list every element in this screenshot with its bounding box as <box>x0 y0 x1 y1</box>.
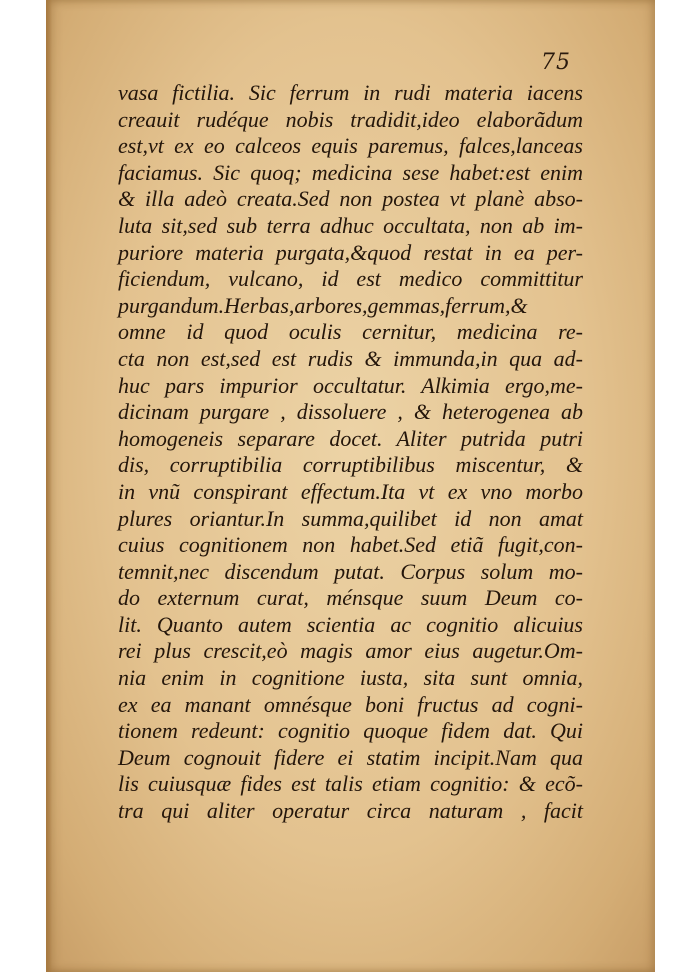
text-line: nia enim in cognitione iusta, sita sunt omnia, <box>118 665 583 691</box>
text-line: dicinam purgare , dissoluere , & heterogenea ab <box>118 399 583 425</box>
book-page <box>46 0 655 972</box>
body-text <box>118 80 583 825</box>
text-line: ficiendum, vulcano, id est medico committitur <box>118 266 583 292</box>
text-line: omne id quod oculis cernitur, medicina re- <box>118 319 583 345</box>
text-line: est,vt ex eo calceos equis paremus, falces,lanceas <box>118 133 583 159</box>
text-line: lis cuiusquæ fides est talis etiam cognitio: & ecõ- <box>118 771 583 797</box>
text-line: in vnũ conspirant effectum.Ita vt ex vno morbo <box>118 478 583 504</box>
text-line: tra qui aliter operatur circa naturam , facit <box>118 798 583 824</box>
text-line: homogeneis separare docet. Aliter putrida putri <box>118 425 583 451</box>
text-line: temnit,nec discendum putat. Corpus solum mo- <box>118 558 583 584</box>
text-line: puriore materia purgata,&quod restat in ea per- <box>118 239 583 265</box>
text-line: huc pars impurior occultatur. Alkimia ergo,me- <box>118 372 583 398</box>
text-line: & illa adeò creata.Sed non postea vt planè abso- <box>118 186 583 212</box>
text-line: do externum curat, ménsque suum Deum co- <box>118 585 583 611</box>
text-line: ex ea manant omnésque boni fructus ad cogni- <box>118 691 583 717</box>
text-line: Deum cognouit fidere ei statim incipit.Nam qua <box>118 744 583 770</box>
text-line: purgandum.Herbas,arbores,gemmas,ferrum,& <box>118 292 528 318</box>
text-line: dis, corruptibilia corruptibilibus miscentur, & <box>118 452 583 478</box>
text-line: creauit rudéque nobis tradidit,ideo elaborãdum <box>118 106 583 132</box>
text-line: faciamus. Sic quoq; medicina sese habet:est enim <box>118 159 583 185</box>
text-line: cuius cognitionem non habet.Sed etiã fugit,con- <box>118 532 583 558</box>
page-gutter-shadow <box>46 0 52 972</box>
text-line: rei plus crescit,eò magis amor eius augetur.Om- <box>118 638 583 664</box>
text-line: cta non est,sed est rudis & immunda,in qua ad- <box>118 345 583 371</box>
text-line: luta sit,sed sub terra adhuc occultata, non ab im- <box>118 212 583 238</box>
text-line: lit. Quanto autem scientia ac cognitio alicuius <box>118 611 583 637</box>
page-number: 75 <box>541 50 571 75</box>
text-line: tionem redeunt: cognitio quoque fidem dat. Qui <box>118 718 583 744</box>
text-line: plures oriantur.In summa,quilibet id non amat <box>118 505 583 531</box>
text-line: vasa fictilia. Sic ferrum in rudi materia iacens <box>118 80 583 105</box>
